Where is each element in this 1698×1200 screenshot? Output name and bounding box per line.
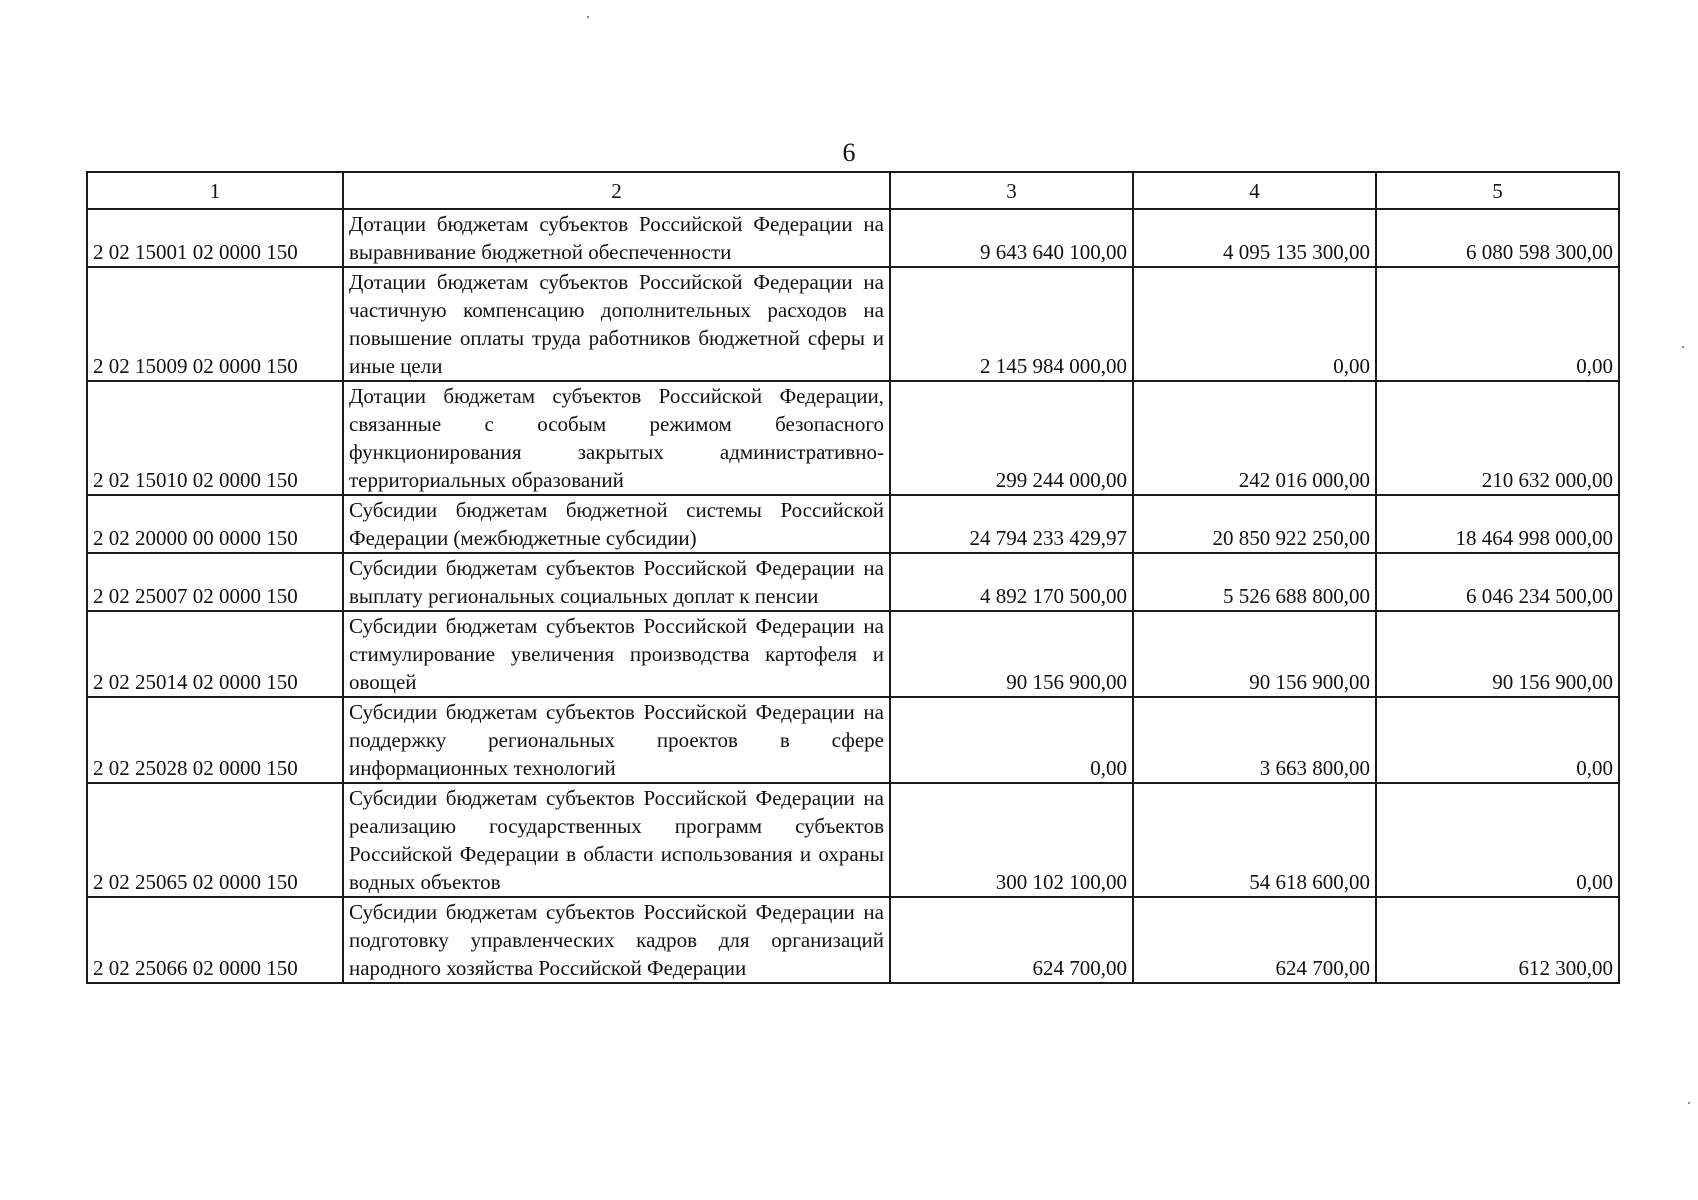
column-header-5: 5 [1376,172,1619,209]
budget-code: 2 02 25028 02 0000 150 [87,697,343,783]
budget-code: 2 02 25007 02 0000 150 [87,553,343,611]
column-header-3: 3 [890,172,1133,209]
budget-item-name: Субсидии бюджетам субъектов Российской Федерации на выплату региональных социальных доплат к пенсии [343,553,890,611]
budget-item-name: Дотации бюджетам субъектов Российской Федерации на выравнивание бюджетной обеспеченности [343,209,890,267]
budget-item-name: Субсидии бюджетам субъектов Российской Федерации на подготовку управленческих кадров для организаций народного хозяйства Российской Федерации [343,897,890,983]
amount-col-3: 300 102 100,00 [890,783,1133,897]
budget-code: 2 02 25066 02 0000 150 [87,897,343,983]
amount-col-3: 0,00 [890,697,1133,783]
amount-col-5: 6 046 234 500,00 [1376,553,1619,611]
amount-col-5: 0,00 [1376,267,1619,381]
table-row [87,783,1619,897]
amount-col-3: 90 156 900,00 [890,611,1133,697]
budget-code: 2 02 15009 02 0000 150 [87,267,343,381]
column-header-1: 1 [87,172,343,209]
amount-col-5: 90 156 900,00 [1376,611,1619,697]
amount-col-3: 2 145 984 000,00 [890,267,1133,381]
amount-col-3: 299 244 000,00 [890,381,1133,495]
budget-table [86,171,1620,984]
amount-col-5: 0,00 [1376,783,1619,897]
table-row [87,697,1619,783]
budget-item-name: Дотации бюджетам субъектов Российской Федерации на частичную компенсацию дополнительных расходов на повышение оплаты труда работников бюджетной сферы и иные цели [343,267,890,381]
table-row [87,495,1619,553]
column-header-2: 2 [343,172,890,209]
amount-col-3: 24 794 233 429,97 [890,495,1133,553]
amount-col-3: 624 700,00 [890,897,1133,983]
scan-speck [587,16,589,18]
amount-col-4: 624 700,00 [1133,897,1376,983]
budget-item-name: Субсидии бюджетам субъектов Российской Федерации на поддержку региональных проектов в сфере информационных технологий [343,697,890,783]
amount-col-5: 210 632 000,00 [1376,381,1619,495]
amount-col-4: 4 095 135 300,00 [1133,209,1376,267]
amount-col-5: 18 464 998 000,00 [1376,495,1619,553]
amount-col-4: 20 850 922 250,00 [1133,495,1376,553]
amount-col-5: 0,00 [1376,697,1619,783]
budget-item-name: Субсидии бюджетам бюджетной системы Российской Федерации (межбюджетные субсидии) [343,495,890,553]
budget-item-name: Субсидии бюджетам субъектов Российской Федерации на реализацию государственных программ субъектов Российской Федерации в области использования и охраны водных объектов [343,783,890,897]
budget-code: 2 02 25014 02 0000 150 [87,611,343,697]
table-row [87,209,1619,267]
amount-col-3: 9 643 640 100,00 [890,209,1133,267]
table-row [87,553,1619,611]
amount-col-3: 4 892 170 500,00 [890,553,1133,611]
amount-col-4: 5 526 688 800,00 [1133,553,1376,611]
budget-item-name: Субсидии бюджетам субъектов Российской Федерации на стимулирование увеличения производства картофеля и овощей [343,611,890,697]
amount-col-4: 90 156 900,00 [1133,611,1376,697]
table-row [87,897,1619,983]
amount-col-5: 612 300,00 [1376,897,1619,983]
amount-col-4: 0,00 [1133,267,1376,381]
column-header-4: 4 [1133,172,1376,209]
amount-col-5: 6 080 598 300,00 [1376,209,1619,267]
table-row [87,267,1619,381]
table-row [87,381,1619,495]
page-number: 6 [842,138,856,167]
budget-code: 2 02 25065 02 0000 150 [87,783,343,897]
scan-speck [1688,1102,1690,1104]
budget-code: 2 02 15001 02 0000 150 [87,209,343,267]
table-row [87,611,1619,697]
amount-col-4: 3 663 800,00 [1133,697,1376,783]
table-header-row [87,172,1619,209]
budget-code: 2 02 15010 02 0000 150 [87,381,343,495]
scan-speck [1682,346,1684,348]
budget-item-name: Дотации бюджетам субъектов Российской Федерации, связанные с особым режимом безопасного функционирования закрытых административно-территориальных образований [343,381,890,495]
budget-code: 2 02 20000 00 0000 150 [87,495,343,553]
amount-col-4: 242 016 000,00 [1133,381,1376,495]
amount-col-4: 54 618 600,00 [1133,783,1376,897]
